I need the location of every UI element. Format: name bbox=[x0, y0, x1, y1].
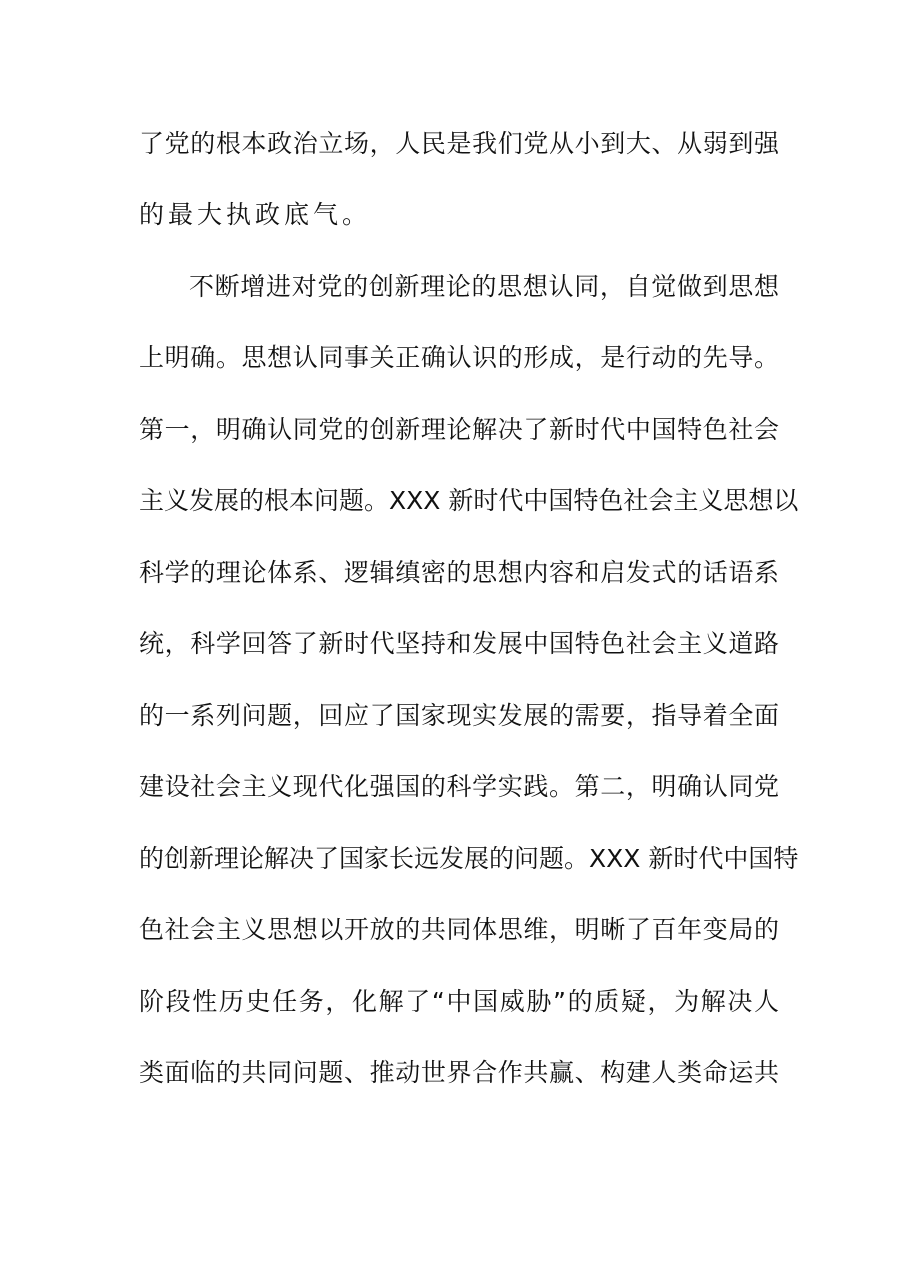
text-line: 的创新理论解决了国家长远发展的问题。XXX 新时代中国特 bbox=[139, 844, 799, 873]
text-line: 科学的理论体系、逻辑缜密的思想内容和启发式的话语系 bbox=[139, 558, 779, 587]
text-line: 的一系列问题，回应了国家现实发展的需要，指导着全面 bbox=[139, 701, 779, 730]
paragraph-first-line: 不断增进对党的创新理论的思想认同，自觉做到思想 bbox=[189, 272, 779, 301]
text-line: 主义发展的根本问题。XXX 新时代中国特色社会主义思想以 bbox=[139, 486, 799, 515]
text-line: 阶段性历史任务，化解了“中国威胁”的质疑，为解决人 bbox=[139, 987, 779, 1016]
text-line: 类面临的共同问题、推动世界合作共赢、构建人类命运共 bbox=[139, 1058, 779, 1087]
text-line: 的最大执政底气。 bbox=[139, 200, 372, 229]
text-line: 色社会主义思想以开放的共同体思维，明晰了百年变局的 bbox=[139, 915, 779, 944]
text-line: 统，科学回答了新时代坚持和发展中国特色社会主义道路 bbox=[139, 629, 779, 658]
text-line: 第一，明确认同党的创新理论解决了新时代中国特色社会 bbox=[139, 415, 779, 444]
text-line: 了党的根本政治立场，人民是我们党从小到大、从弱到强 bbox=[139, 129, 779, 158]
text-line: 上明确。思想认同事关正确认识的形成，是行动的先导。 bbox=[139, 343, 779, 372]
text-line: 建设社会主义现代化强国的科学实践。第二，明确认同党 bbox=[139, 772, 779, 801]
